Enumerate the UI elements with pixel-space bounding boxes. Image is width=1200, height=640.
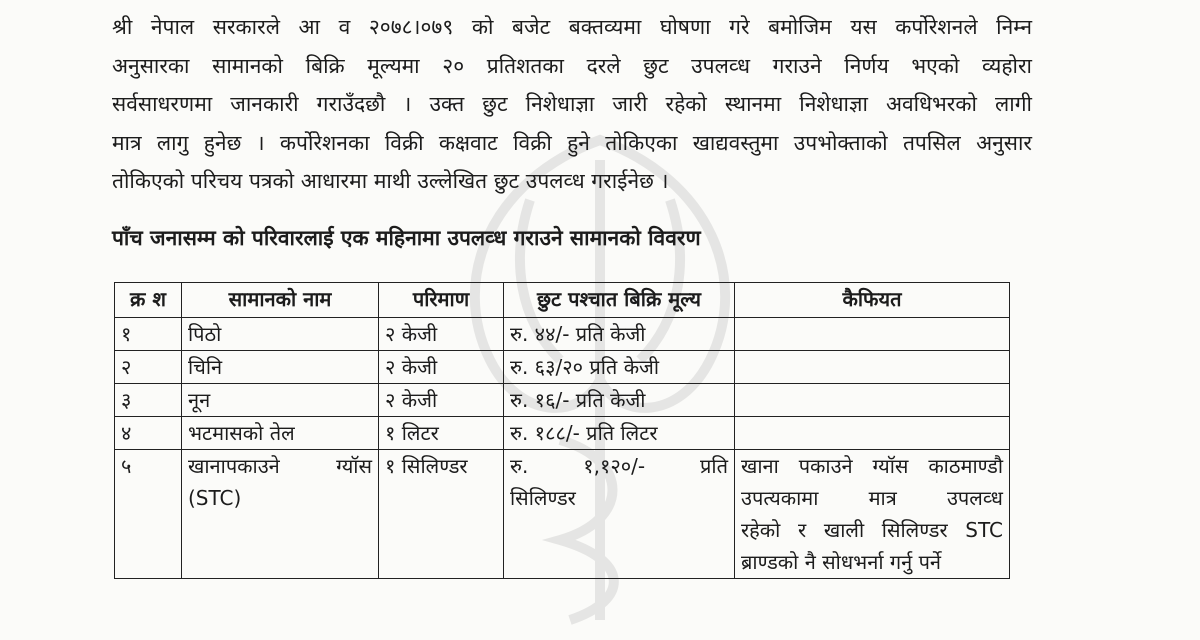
- cell-remark: [735, 318, 1010, 351]
- table-row: [115, 384, 1010, 417]
- cell-item-name: [182, 450, 379, 579]
- header-serial: क्र श: [115, 283, 182, 318]
- cell-line: खानापकाउने ग्यॉस: [188, 454, 372, 478]
- cell-remark: [735, 417, 1010, 450]
- cell-line: ब्राण्डको नै सोधभर्ना गर्नु पर्ने: [741, 550, 942, 574]
- cell-quantity: २ केजी: [379, 351, 504, 384]
- cell-price: रु. १६/- प्रति केजी: [504, 384, 735, 417]
- cell-remark: [735, 450, 1010, 579]
- paragraph-line: तोकिएको परिचय पत्रको आधारमा माथी उल्लेखित छुट उपलव्ध गराईनेछ ।: [112, 169, 669, 193]
- header-remark: कैफियत: [735, 283, 1010, 318]
- cell-remark: [735, 351, 1010, 384]
- cell-item-name: पिठो: [182, 318, 379, 351]
- cell-serial: ५: [115, 450, 182, 579]
- paragraph-line: अनुसारका सामानको बिक्रि मूल्यमा २० प्रतिशतका दरले छुट उपलव्ध गराउने निर्णय भएको व्यहोरा: [112, 53, 1032, 78]
- cell-line: रहेको र खाली सिलिण्डर STC: [741, 518, 1003, 542]
- cell-serial: २: [115, 351, 182, 384]
- paragraph-line: सर्वसाधरणमा जानकारी गराउँदछौ । उक्त छुट निशेधाज्ञा जारी रहेको स्थानमा निशेधाज्ञा अवधिभरको लागी: [112, 92, 1032, 116]
- header-item-name: सामानको नाम: [182, 283, 379, 318]
- cell-item-name: नून: [182, 384, 379, 417]
- cell-remark: [735, 384, 1010, 417]
- cell-serial: १: [115, 318, 182, 351]
- table-row: [115, 318, 1010, 351]
- cell-price: रु. १८८/- प्रति लिटर: [504, 417, 735, 450]
- cell-quantity: १ सिलिण्डर: [379, 450, 504, 579]
- table-header-row: [115, 283, 1010, 318]
- cell-price: रु. ४४/- प्रति केजी: [504, 318, 735, 351]
- table-row: [115, 351, 1010, 384]
- cell-serial: ३: [115, 384, 182, 417]
- table-row: [115, 450, 1010, 579]
- cell-line: (STC): [188, 486, 242, 510]
- cell-quantity: २ केजी: [379, 384, 504, 417]
- cell-item-name: चिनि: [182, 351, 379, 384]
- cell-line: रु. १,१२०/- प्रति: [510, 454, 728, 478]
- table-row: [115, 417, 1010, 450]
- paragraph-line: श्री नेपाल सरकारले आ व २०७८।०७९ को बजेट बक्तव्यमा घोषणा गरे बमोजिम यस कर्पोरेशनले निम्न: [112, 15, 1032, 39]
- cell-serial: ४: [115, 417, 182, 450]
- header-price: छुट पश्चात बिक्रि मूल्य: [504, 283, 735, 318]
- cell-line: खाना पकाउने ग्यॉस काठमाण्डौ: [741, 454, 1003, 478]
- table-heading: पाँच जनासम्म को परिवारलाई एक महिनामा उपलव्ध गराउने सामानको विवरण: [112, 226, 701, 250]
- paragraph-line: मात्र लागु हुनेछ । कर्पोरेशनका विक्री कक्षवाट विक्री हुने तोकिएका खाद्यवस्तुमा उपभोक्ताको तपसिल अनुसार: [112, 130, 1032, 155]
- items-table: [114, 282, 1010, 579]
- cell-quantity: १ लिटर: [379, 417, 504, 450]
- cell-quantity: २ केजी: [379, 318, 504, 351]
- cell-line: सिलिण्डर: [510, 486, 576, 510]
- cell-price: [504, 450, 735, 579]
- cell-line: उपत्यकामा मात्र उपलव्ध: [741, 486, 1003, 510]
- cell-item-name: भटमासको तेल: [182, 417, 379, 450]
- header-quantity: परिमाण: [379, 283, 504, 318]
- cell-price: रु. ६३/२० प्रति केजी: [504, 351, 735, 384]
- notice-paragraph: [112, 8, 1032, 201]
